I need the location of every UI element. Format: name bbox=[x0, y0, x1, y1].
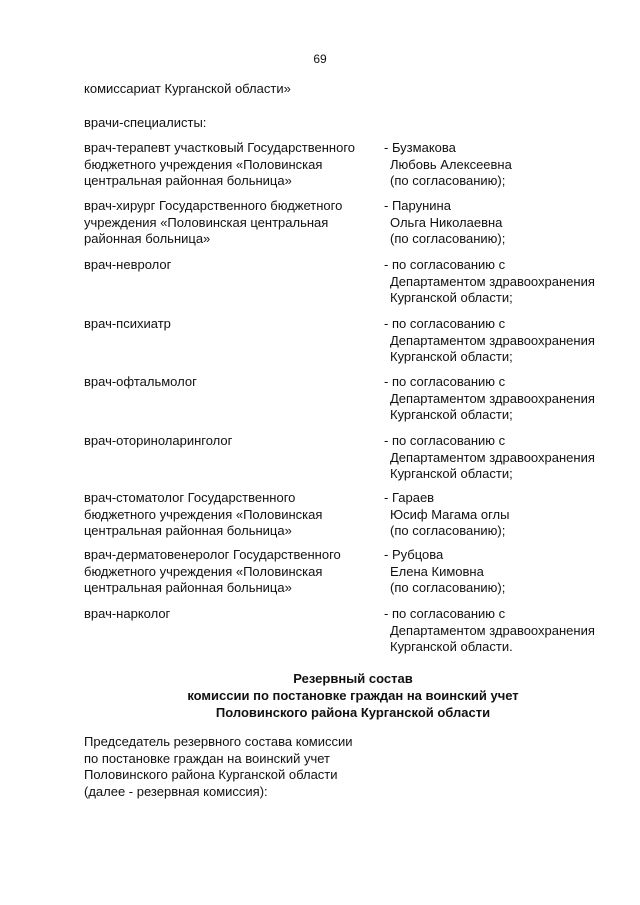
entry-position bbox=[84, 198, 384, 248]
reserve-heading-line: Половинского района Курганской области bbox=[215, 705, 491, 720]
entry-assignee-line: Любовь Алексеевна bbox=[390, 156, 512, 172]
entry-assignee-line: Курганской области; bbox=[390, 349, 513, 364]
intro-line: комиссариат Курганской области» bbox=[84, 81, 291, 96]
section-label: врачи-специалисты: bbox=[84, 115, 207, 130]
entry-position bbox=[84, 547, 384, 597]
entry-assignee-line: Курганской области; bbox=[390, 407, 513, 422]
entry-position bbox=[84, 374, 384, 391]
entry-position-line: бюджетного учреждения «Половинская bbox=[84, 156, 323, 172]
entry-position-line: врач-невролог bbox=[84, 257, 172, 272]
entry-position-line: бюджетного учреждения «Половинская bbox=[84, 506, 323, 522]
entry-position-line: районная больница» bbox=[84, 231, 211, 246]
entry-assignee-line: - Бузмакова bbox=[384, 140, 456, 155]
entry-assignee-line: - по согласованию с bbox=[384, 257, 506, 272]
entry-position-line: врач-оториноларинголог bbox=[84, 433, 233, 448]
reserve-heading-line: комиссии по постановке граждан на воинский учет bbox=[187, 688, 519, 703]
entry-assignee-line: (по согласованию); bbox=[390, 173, 506, 188]
reserve-heading-line: Резервный состав bbox=[293, 671, 413, 686]
entry-position bbox=[84, 257, 384, 274]
entry-assignee-line: Департаментом здравоохранения bbox=[390, 390, 595, 406]
entry-position-line: врач-нарколог bbox=[84, 606, 171, 621]
entry-assignee bbox=[384, 547, 624, 597]
entry-position-line: центральная районная больница» bbox=[84, 580, 292, 595]
entry-assignee-line: - Парунина bbox=[384, 198, 451, 213]
entry-position-line: врач-психиатр bbox=[84, 316, 171, 331]
chairman-line: по постановке граждан на воинский учет bbox=[84, 750, 330, 766]
entry-assignee-line: (по согласованию); bbox=[390, 231, 506, 246]
entry-position-line: бюджетного учреждения «Половинская bbox=[84, 563, 323, 579]
entry-position-line: врач-дерматовенеролог Государственного bbox=[84, 547, 341, 562]
entry-position bbox=[84, 490, 384, 540]
entry-assignee-line: Ольга Николаевна bbox=[390, 214, 503, 230]
entry-assignee bbox=[384, 257, 624, 307]
entry-position-line: врач-терапевт участковый Государственного bbox=[84, 140, 356, 155]
entry-assignee-line: - Гараев bbox=[384, 490, 435, 505]
entry-assignee-line: - Рубцова bbox=[384, 547, 444, 562]
entry-assignee-line: - по согласованию с bbox=[384, 374, 506, 389]
entry-assignee-line: (по согласованию); bbox=[390, 580, 506, 595]
entry-position-line: врач-хирург Государственного бюджетного bbox=[84, 198, 343, 213]
chairman-paragraph bbox=[84, 734, 353, 800]
entry-position-line: врач-стоматолог Государственного bbox=[84, 490, 296, 505]
entry-assignee bbox=[384, 316, 624, 366]
chairman-line: Председатель резервного состава комиссии bbox=[84, 734, 353, 749]
chairman-line: (далее - резервная комиссия): bbox=[84, 783, 268, 799]
entry-position bbox=[84, 140, 384, 190]
reserve-heading bbox=[0, 670, 640, 721]
entry-assignee bbox=[384, 374, 624, 424]
entry-assignee-line: Департаментом здравоохранения bbox=[390, 332, 595, 348]
entry-assignee-line: Департаментом здравоохранения bbox=[390, 449, 595, 465]
entry-position-line: центральная районная больница» bbox=[84, 523, 292, 538]
entry-assignee-line: Курганской области; bbox=[390, 466, 513, 481]
entry-assignee-line: - по согласованию с bbox=[384, 606, 506, 621]
entry-position-line: врач-офтальмолог bbox=[84, 374, 197, 389]
entry-assignee bbox=[384, 198, 624, 248]
entry-assignee-line: Елена Кимовна bbox=[390, 563, 484, 579]
entry-position bbox=[84, 316, 384, 333]
entry-position bbox=[84, 433, 384, 450]
entry-assignee bbox=[384, 433, 624, 483]
entry-position-line: учреждения «Половинская центральная bbox=[84, 214, 329, 230]
entry-assignee bbox=[384, 490, 624, 540]
entry-assignee-line: - по согласованию с bbox=[384, 316, 506, 331]
entry-assignee-line: - по согласованию с bbox=[384, 433, 506, 448]
entry-assignee-line: Курганской области; bbox=[390, 290, 513, 305]
entry-assignee-line: (по согласованию); bbox=[390, 523, 506, 538]
entry-assignee-line: Департаментом здравоохранения bbox=[390, 622, 595, 638]
entry-assignee-line: Департаментом здравоохранения bbox=[390, 273, 595, 289]
entry-assignee-line: Юсиф Магама оглы bbox=[390, 506, 510, 522]
chairman-line: Половинского района Курганской области bbox=[84, 767, 338, 782]
entry-assignee-line: Курганской области. bbox=[390, 639, 513, 654]
page-number: 69 bbox=[313, 52, 327, 66]
entry-assignee bbox=[384, 606, 624, 656]
entry-assignee bbox=[384, 140, 624, 190]
entry-position bbox=[84, 606, 384, 623]
entry-position-line: центральная районная больница» bbox=[84, 173, 292, 188]
